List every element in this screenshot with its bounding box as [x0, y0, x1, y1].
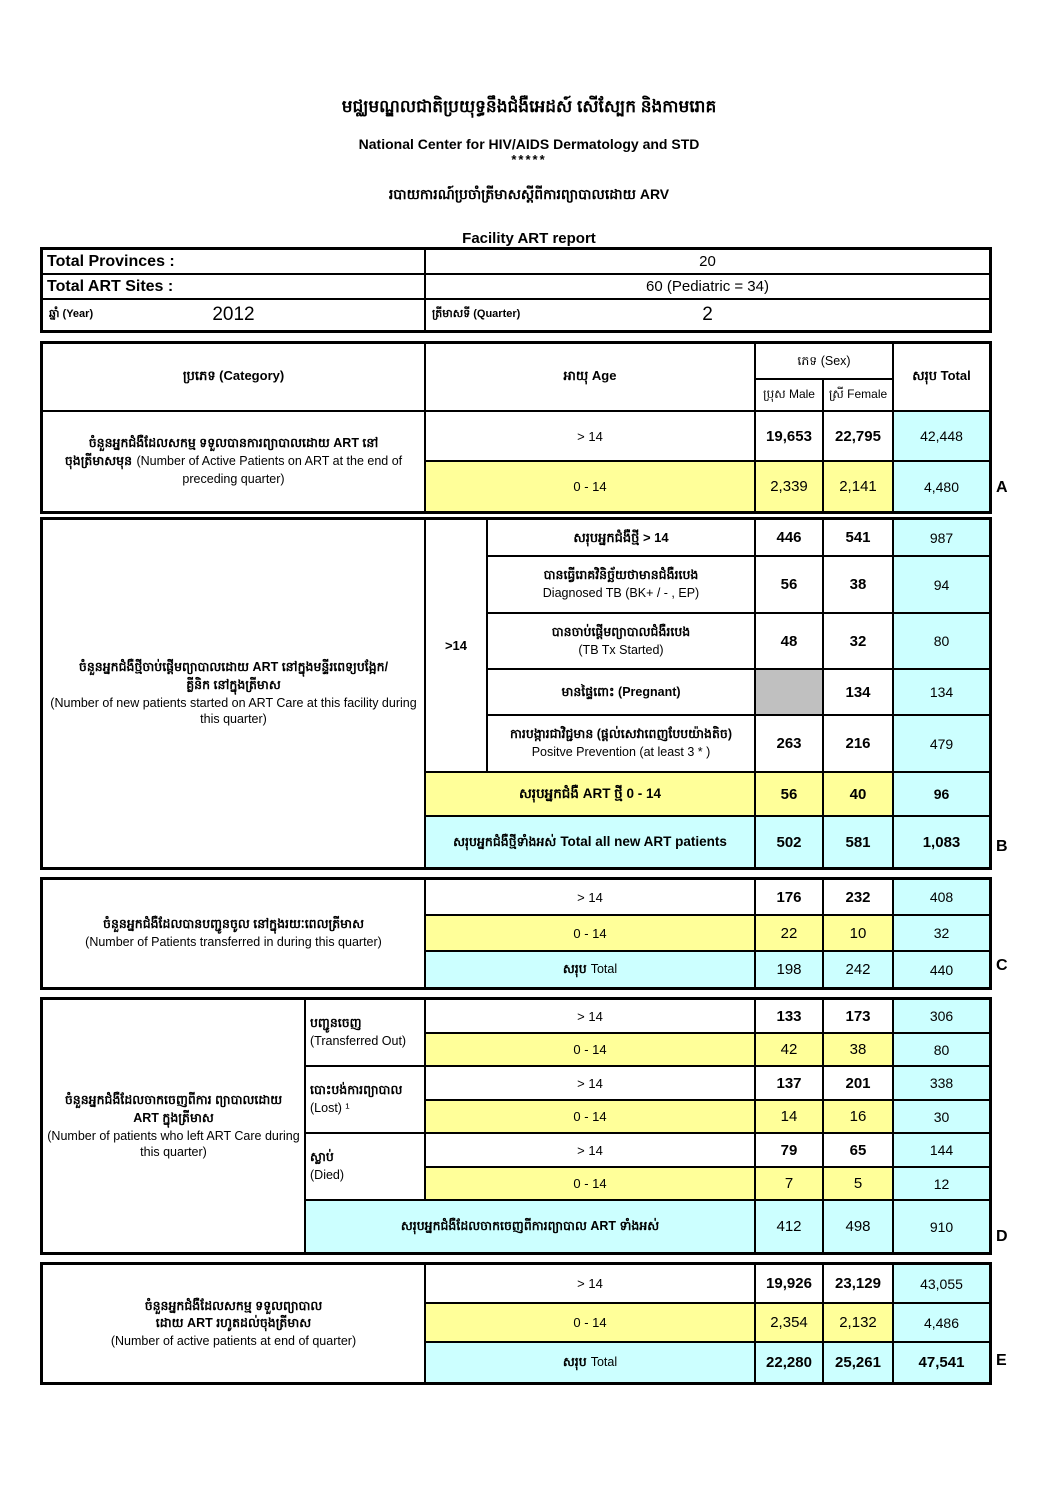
value-text: 987 [929, 529, 954, 546]
quarter-cell [426, 300, 989, 330]
value-text: 216 [845, 735, 871, 752]
male-value [756, 1067, 824, 1101]
col-header-female [824, 380, 894, 412]
section-c-category-english: (Number of Patients transferred in during this quarter) [85, 935, 382, 950]
male-value [756, 880, 824, 916]
value-text: 22,280 [766, 1354, 812, 1371]
row-label-khmer: បានធ្វើរោគវិនិច្ឆ័យថាមានជំងឺរបេង [543, 568, 699, 583]
value-text: 2,132 [839, 1314, 877, 1331]
col-header-age-text: អាយុ Age [563, 367, 617, 383]
value-text: 22 [780, 924, 798, 942]
section-c-letter: C [996, 957, 1008, 974]
row-label-english: Diagnosed TB (BK+ / - , EP) [542, 586, 700, 601]
total-art-sites-label [43, 275, 426, 300]
section-d-left-art-care [40, 997, 992, 1255]
total-value [894, 773, 989, 817]
value-text: 198 [776, 961, 802, 978]
report-title: Facility ART report [462, 230, 596, 247]
value-text: 2,141 [839, 478, 877, 495]
female-value [824, 670, 894, 716]
age-text: 0 - 14 [573, 1315, 607, 1330]
section-e-category-khmer: ចំនួនអ្នកជំងឺដែលសកម្ម ទទួលព្យាបាល [144, 1298, 323, 1313]
value-text: 1,083 [922, 833, 961, 851]
section-b-category-khmer: ចំនួនអ្នកជំងឺថ្មីចាប់ផ្តើមព្យាបាលដោយ ART នៅក្នុងមន្ទីរពេទ្យបង្អែក/ [78, 660, 389, 675]
age-cell [426, 1000, 756, 1034]
total-value [894, 952, 989, 987]
total-row-label [426, 952, 756, 987]
row-label [488, 557, 756, 614]
female-value [824, 412, 894, 462]
value-text: 910 [929, 1218, 954, 1235]
total-value [894, 670, 989, 716]
female-value [824, 1034, 894, 1067]
female-value [824, 716, 894, 773]
row-label-khmer: មានផ្ទៃពោះ (Pregnant) [561, 684, 681, 699]
col-header-male-text: ប្រុស Male [763, 387, 815, 402]
female-value [824, 520, 894, 557]
value-text: 134 [929, 684, 954, 700]
subcategory-khmer: បោះបង់ការព្យាបាល [310, 1083, 403, 1098]
total-value [894, 557, 989, 614]
row-label-english: (TB Tx Started) [578, 642, 664, 657]
value-text: 56 [780, 576, 798, 593]
value-text: 23,129 [835, 1275, 881, 1292]
age-cell [426, 1168, 756, 1201]
section-total-label [306, 1201, 756, 1252]
row-label-english: Positve Prevention (at least 3 * ) [531, 745, 711, 760]
female-value [824, 1168, 894, 1201]
male-value [756, 1034, 824, 1067]
section-c-category-khmer: ចំនួនអ្នកជំងឺដែលបានបញ្ជូនចូល នៅក្នុងរយៈពេលត្រីមាស [103, 917, 364, 932]
report-subtitle-khmer: របាយការណ៍ប្រចាំត្រីមាសស្តីពីការព្យាបាលដោយ ARV [388, 186, 670, 202]
row-label [488, 716, 756, 773]
age-group-cell [426, 520, 488, 773]
female-value [824, 1134, 894, 1168]
male-value [756, 1168, 824, 1201]
year-value: 2012 [212, 304, 255, 325]
section-a-category-khmer: ចំនួនអ្នកជំងឺដែលសកម្ម ទទួលបានការព្យាបាលដោយ ART នៅ [88, 435, 379, 450]
value-text: 541 [845, 529, 871, 546]
subcategory-transferred-out [306, 1000, 426, 1067]
table-header-and-section-a [40, 341, 992, 514]
value-text: 446 [776, 529, 802, 546]
section-a-category-khmer2: ចុងត្រីមាសមុន [64, 454, 133, 469]
section-total-khmer: សរុបអ្នកជំងឺដែលចាកចេញពីការព្យាបាល ART ទាំងអស់ [400, 1219, 660, 1234]
male-value [756, 1343, 824, 1382]
value-text: 2,339 [770, 478, 808, 495]
female-value [824, 557, 894, 614]
value-text: 581 [845, 833, 871, 851]
age-cell [426, 1134, 756, 1168]
female-value [824, 462, 894, 511]
total-label-khmer: សរុប [562, 1355, 587, 1370]
male-value [756, 1304, 824, 1343]
value-text: 22,795 [835, 427, 881, 445]
col-header-male [756, 380, 824, 412]
total-provinces-value [426, 250, 989, 275]
age-text: > 14 [577, 1142, 603, 1158]
male-value [756, 614, 824, 670]
total-value [894, 880, 989, 916]
male-value [756, 1000, 824, 1034]
male-value [756, 716, 824, 773]
subcategory-lost [306, 1067, 426, 1134]
section-e-active-end-quarter [40, 1262, 992, 1385]
quarter-label: ត្រីមាសទី (Quarter) [432, 308, 521, 320]
total-value [894, 462, 989, 511]
row-label [488, 520, 756, 557]
total-value [894, 1343, 989, 1382]
value-text: 502 [776, 833, 802, 851]
section-a-category-line2 [47, 452, 420, 488]
value-text: 38 [849, 1041, 867, 1058]
male-value [756, 916, 824, 952]
value-text: 137 [776, 1074, 802, 1092]
row-label-khmer: ការបង្ការជាវិជ្ជមាន (ផ្តល់សេវាពេញបែបយ៉ាងតិច) [509, 727, 733, 742]
value-text: 19,653 [766, 427, 812, 445]
female-value [824, 1304, 894, 1343]
female-value [824, 916, 894, 952]
total-value [894, 1034, 989, 1067]
age-text: 0 - 14 [573, 925, 607, 941]
row-label [488, 670, 756, 716]
age-cell [426, 1304, 756, 1343]
total-value [894, 1304, 989, 1343]
age-cell [426, 412, 756, 462]
value-text: 498 [845, 1218, 871, 1235]
female-value [824, 1265, 894, 1304]
total-value [894, 614, 989, 670]
value-text: 338 [929, 1075, 954, 1091]
value-text: 133 [776, 1007, 802, 1025]
section-d-category-khmer2: ART ក្នុងត្រីមាស [133, 1110, 214, 1125]
section-c-category [43, 880, 426, 987]
total-value [894, 1101, 989, 1134]
year-label: ឆ្នាំ (Year) [49, 308, 94, 320]
total-value [894, 1265, 989, 1304]
total-value [894, 1134, 989, 1168]
col-header-sex-text: ភេទ (Sex) [797, 353, 851, 368]
age-cell [426, 1034, 756, 1067]
summary-row-label [426, 773, 756, 817]
subcategory-khmer: បញ្ជូនចេញ [310, 1016, 362, 1031]
col-header-total-text: សរុប Total [912, 367, 971, 383]
value-text: 176 [776, 888, 802, 906]
value-text: 19,926 [766, 1275, 812, 1292]
total-value [894, 916, 989, 952]
total-label-english: Total [590, 962, 618, 977]
section-total-label [426, 817, 756, 867]
section-d-category-english: (Number of patients who left ART Care during this quarter) [47, 1128, 300, 1159]
section-b-category [43, 520, 426, 867]
male-value [756, 557, 824, 614]
section-b-category-khmer2: គ្លីនិក នៅក្នុងត្រីមាស [186, 678, 281, 693]
section-d-category [43, 1000, 306, 1252]
row-label-khmer: សរុបអ្នកជំងឺថ្មី > 14 [573, 529, 669, 545]
age-text: > 14 [577, 1008, 603, 1024]
total-value [894, 520, 989, 557]
total-provinces-label [43, 250, 426, 275]
age-cell [426, 1101, 756, 1134]
total-row-label [426, 1343, 756, 1382]
row-label-khmer: បានចាប់ផ្តើមព្យាបាលជំងឺរបេង [551, 624, 691, 639]
value-text: 42,448 [920, 428, 963, 444]
total-art-sites-value [426, 275, 989, 300]
section-e-category [43, 1265, 426, 1382]
male-value [756, 520, 824, 557]
subcategory-died [306, 1134, 426, 1201]
age-cell [426, 1067, 756, 1101]
col-header-category [43, 344, 426, 412]
org-title-english: National Center for HIV/AIDS Dermatology and STD [358, 136, 700, 152]
value-text: 96 [933, 786, 950, 802]
total-value [894, 412, 989, 462]
total-label-english: Total [590, 1355, 618, 1370]
male-value [756, 773, 824, 817]
value-text: 173 [845, 1007, 871, 1025]
male-value [756, 462, 824, 511]
female-value [824, 1067, 894, 1101]
col-header-total [894, 344, 989, 412]
section-a-category [43, 412, 426, 511]
value-text: 5 [853, 1175, 863, 1192]
section-d-letter: D [996, 1228, 1008, 1245]
male-value [756, 1265, 824, 1304]
female-value [824, 1000, 894, 1034]
total-art-sites-label-text: Total ART Sites : [47, 277, 174, 295]
total-value [894, 1000, 989, 1034]
female-value [824, 1101, 894, 1134]
value-text: 40 [849, 785, 867, 803]
section-c-transferred-in [40, 877, 992, 990]
value-text: 79 [780, 1141, 798, 1159]
age-text: > 14 [577, 1276, 603, 1291]
summary-info-table [40, 247, 992, 333]
subcategory-english: (Died) [310, 1168, 345, 1183]
total-provinces-label-text: Total Provinces : [47, 252, 175, 270]
value-text: 479 [929, 735, 954, 752]
female-value [824, 1201, 894, 1252]
value-text: 201 [845, 1074, 871, 1092]
male-value [756, 1134, 824, 1168]
section-b-category-english: (Number of new patients started on ART Care at this facility during this quarter) [50, 696, 417, 727]
female-value [824, 817, 894, 867]
value-text: 43,055 [920, 1275, 963, 1292]
star-separator: ***** [511, 152, 547, 167]
age-text: > 14 [577, 1075, 603, 1091]
female-value [824, 880, 894, 916]
value-text: 440 [929, 961, 954, 978]
age-text: 0 - 14 [573, 1109, 607, 1124]
value-text: 30 [933, 1108, 950, 1125]
value-text: 7 [784, 1175, 794, 1192]
section-total-english: Total all new ART patients [560, 834, 727, 850]
total-value [894, 1168, 989, 1201]
male-value [756, 817, 824, 867]
age-text: > 14 [577, 428, 603, 444]
value-text: 80 [933, 1041, 950, 1058]
total-value [894, 1201, 989, 1252]
year-cell [43, 300, 426, 330]
age-text: > 14 [577, 889, 603, 905]
male-value [756, 1101, 824, 1134]
male-value-empty [756, 670, 824, 716]
subcategory-khmer: ស្លាប់ [310, 1150, 334, 1165]
section-total-khmer: សរុបអ្នកជំងឺថ្មីទាំងអស់ [453, 834, 557, 849]
age-text: 0 - 14 [573, 1042, 607, 1057]
section-b-letter: B [996, 838, 1008, 855]
section-b-new-patients [40, 517, 992, 870]
section-a-letter: A [996, 479, 1008, 496]
male-value [756, 412, 824, 462]
value-text: 2,354 [770, 1314, 808, 1331]
col-header-category-text: ប្រភេទ (Category) [182, 367, 285, 383]
age-cell [426, 462, 756, 511]
age-cell [426, 916, 756, 952]
value-text: 14 [780, 1108, 798, 1125]
female-value [824, 1343, 894, 1382]
subcategory-english: (Lost) ¹ [310, 1101, 350, 1116]
total-provinces-value-text: 20 [699, 253, 716, 270]
value-text: 4,486 [923, 1314, 960, 1331]
value-text: 242 [845, 961, 871, 978]
section-a-category-english: (Number of Active Patients on ART at the end of preceding quarter) [136, 454, 403, 487]
row-label [488, 614, 756, 670]
subcategory-english: (Transferred Out) [310, 1034, 407, 1049]
report-header [0, 96, 1058, 247]
female-value [824, 614, 894, 670]
col-header-female-text: ស្រី Female [828, 387, 888, 402]
summary-label-khmer: សរុបអ្នកជំងឺ ART ថ្មី 0 - 14 [518, 785, 662, 801]
value-text: 263 [776, 735, 802, 752]
total-value [894, 716, 989, 773]
value-text: 56 [780, 785, 798, 803]
value-text: 412 [776, 1218, 802, 1235]
value-text: 47,541 [918, 1354, 965, 1371]
total-art-sites-value-text: 60 (Pediatric = 34) [646, 278, 769, 295]
value-text: 65 [849, 1141, 867, 1159]
section-d-category-khmer: ចំនួនអ្នកជំងឺដែលចាកចេញពីការ ព្យាបាលដោយ [64, 1092, 283, 1107]
female-value [824, 952, 894, 987]
total-value [894, 817, 989, 867]
female-value [824, 773, 894, 817]
value-text: 94 [933, 576, 950, 593]
col-header-sex [756, 344, 894, 380]
value-text: 42 [780, 1041, 798, 1058]
section-e-letter: E [996, 1352, 1007, 1369]
value-text: 10 [849, 924, 867, 942]
value-text: 48 [780, 632, 798, 650]
section-e-category-english: (Number of active patients at end of quarter) [110, 1334, 357, 1349]
male-value [756, 952, 824, 987]
value-text: 38 [849, 576, 867, 593]
value-text: 232 [845, 888, 871, 906]
col-header-age [426, 344, 756, 412]
age-cell [426, 1265, 756, 1304]
value-text: 80 [933, 633, 950, 649]
age-text: 0 - 14 [573, 1176, 607, 1191]
value-text: 16 [849, 1108, 867, 1125]
value-text: 4,480 [923, 478, 960, 495]
total-value [894, 1067, 989, 1101]
age-text: 0 - 14 [573, 479, 607, 494]
value-text: 306 [929, 1008, 954, 1024]
value-text: 32 [933, 925, 950, 941]
value-text: 134 [845, 683, 871, 701]
section-e-category-khmer2: ដោយ ART រហូតដល់ចុងត្រីមាស [155, 1316, 312, 1331]
quarter-value: 2 [702, 304, 713, 325]
value-text: 408 [929, 889, 954, 905]
org-title-khmer: មជ្ឈមណ្ឌលជាតិប្រយុទ្ធនឹងជំងឺអេដស៍ សើស្បែក និងកាមរោគ [341, 97, 717, 116]
value-text: 12 [933, 1175, 950, 1192]
age-cell [426, 880, 756, 916]
total-label-khmer: សរុប [562, 962, 587, 977]
value-text: 144 [929, 1142, 954, 1158]
age-group-text: >14 [444, 638, 468, 653]
value-text: 25,261 [835, 1354, 881, 1371]
male-value [756, 1201, 824, 1252]
value-text: 32 [849, 632, 867, 650]
